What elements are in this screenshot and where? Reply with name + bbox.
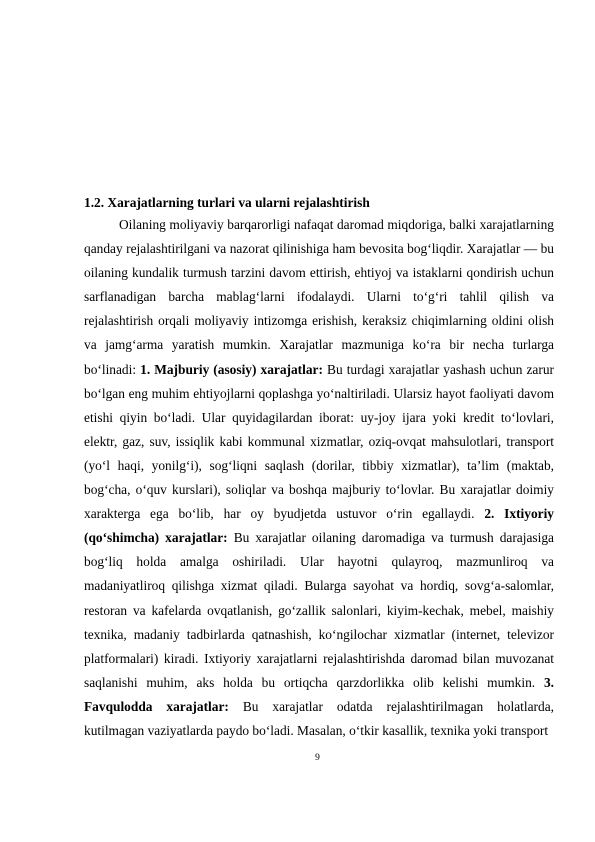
list-item-optional-expenses: 2. Ixtiyoriy (qo‘shimcha) xarajatlar: <box>84 506 554 546</box>
paragraph-text-1: Oilaning moliyaviy barqarorligi nafaqat daromad miqdoriga, balki xarajatlarning qanday rejalashtirilgani va nazorat qilinishiga ham bevosita bog‘liqdir. Xarajatlar — bu oilaning kundalik turmush tarzini davom ettirish, ehtiyoj va istaklarni qondirish uchun sarflanadigan barcha mablag‘larni ifodalaydi. Ularni to‘g‘ri tahlil qilish va rejalashtirish orqali moliyaviy intizomga erishish, keraksiz chiqimlarning oldini olish va jamg‘arma yaratish mumkin. Xarajatlar mazmuniga ko‘ra bir necha turlarga bo‘linadi: <box>84 217 554 377</box>
body-paragraph <box>84 213 554 743</box>
paragraph-text-2: Bu turdagi xarajatlar yashash uchun zarur bo‘lgan eng muhim ehtiyojlarni qoplashga yo‘naltiriladi. Ularsiz hayot faoliyati davom etishi qiyin bo‘ladi. Ular quyidagilardan iborat: uy-joy ijara yoki kredit to‘lovlari, elektr, gaz, suv, issiqlik kabi kommunal xizmatlar, oziq-ovqat mahsulotlari, transport (yo‘l haqi, yonilg‘i), sog‘liqni saqlash (dorilar, tibbiy xizmatlar), ta’lim (maktab, bog‘cha, o‘quv kurslari), soliqlar va boshqa majburiy to‘lovlar. Bu xarajatlar doimiy xarakterga ega bo‘lib, har oy byudjetda ustuvor o‘rin egallaydi. <box>84 361 554 522</box>
paragraph-text-4: Bu xarajatlar odatda rejalashtirilmagan holatlarda, kutilmagan vaziyatlarda paydo bo‘ladi. Masalan, o‘tkir kasallik, texnika yoki transport <box>84 698 554 738</box>
list-item-emergency-expenses: 3. Favqulodda xarajatlar: <box>84 674 554 714</box>
page-number: 9 <box>315 753 320 763</box>
section-heading: 1.2. Xarajatlarning turlari va ularni rejalashtirish <box>84 195 370 210</box>
list-item-mandatory-expenses: 1. Majburiy (asosiy) xarajatlar: <box>140 361 323 377</box>
paragraph-text-3: Bu xarajatlar oilaning daromadiga va turmush darajasiga bog‘liq holda amalga oshiriladi. Ular hayotni qulayroq, mazmunliroq va madaniyatliroq qilishga xizmat qiladi. Bularga sayohat va hordiq, sovg‘a-salomlar, restoran va kafelarda ovqatlanish, go‘zallik salonlari, kiyim-kechak, mebel, maishiy texnika, madaniy tadbirlarda qatnashish, ko‘ngilochar xizmatlar (internet, televizor platformalari) kiradi. Ixtiyoriy xarajatlarni rejalashtirishda daromad bilan muvozanat saqlanishi muhim, aks holda bu ortiqcha qarzdorlikka olib kelishi mumkin. <box>84 530 554 690</box>
